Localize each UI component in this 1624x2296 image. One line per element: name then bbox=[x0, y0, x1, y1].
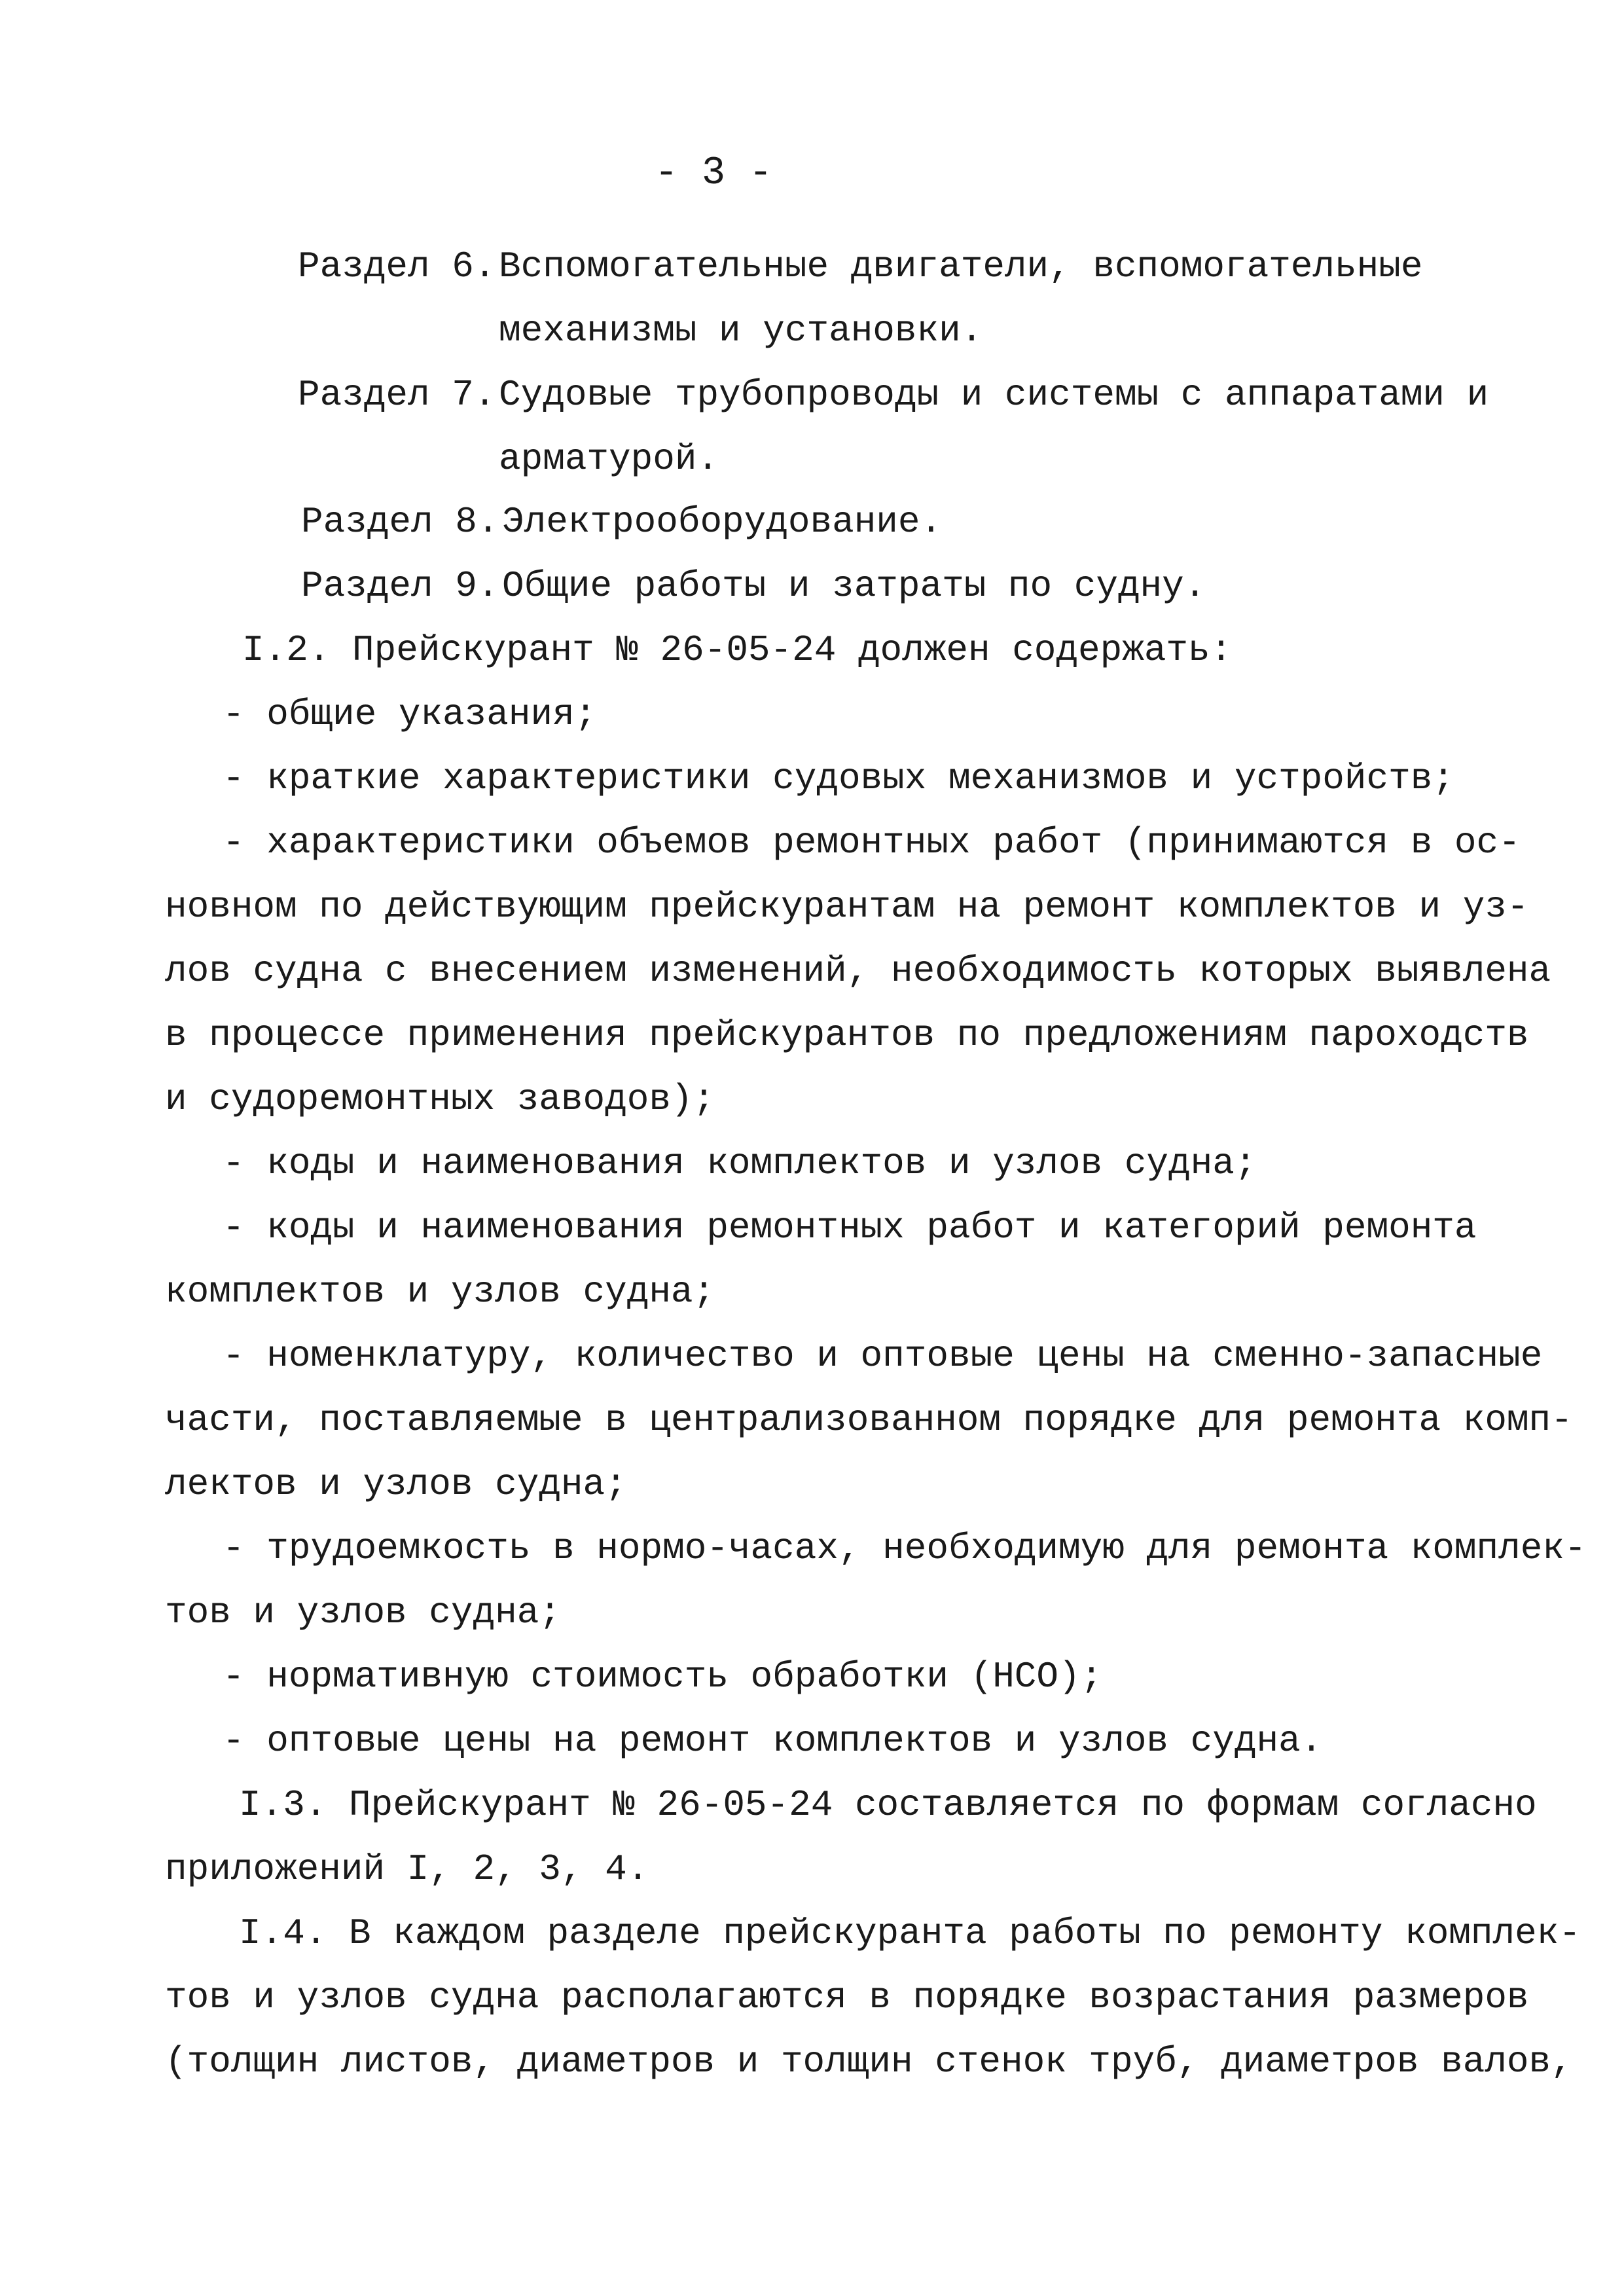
section-8-label: Раздел 8. bbox=[301, 501, 499, 543]
paragraph-line: новном по действующим прейскурантам на ремонт комплектов и уз- bbox=[165, 886, 1529, 928]
paragraph-line: приложений I, 2, 3, 4. bbox=[165, 1848, 649, 1890]
list-item: - оптовые цены на ремонт комплектов и узлов судна. bbox=[223, 1720, 1323, 1762]
paragraph-line: и судоремонтных заводов); bbox=[165, 1078, 715, 1120]
paragraph-line: тов и узлов судна; bbox=[165, 1592, 561, 1633]
section-9-label: Раздел 9. bbox=[301, 565, 499, 607]
clause-1-3: I.3. Прейскурант № 26-05-24 составляется по формам согласно bbox=[239, 1784, 1537, 1826]
list-item: - характеристики объемов ремонтных работ (принимаются в ос- bbox=[223, 822, 1521, 864]
paragraph-line: (толщин листов, диаметров и толщин стенок труб, диаметров валов, bbox=[165, 2041, 1573, 2083]
list-item: - коды и наименования ремонтных работ и категорий ремонта bbox=[223, 1207, 1477, 1248]
section-9-title: Общие работы и затраты по судну. bbox=[502, 565, 1206, 607]
clause-1-2: I.2. Прейскурант № 26-05-24 должен содержать: bbox=[242, 629, 1233, 671]
paragraph-line: в процессе применения прейскурантов по предложениям пароходств bbox=[165, 1014, 1529, 1056]
paragraph-line: лов судна с внесением изменений, необходимость которых выявлена bbox=[165, 950, 1551, 992]
section-8-title: Электрооборудование. bbox=[502, 501, 943, 543]
paragraph-line: лектов и узлов судна; bbox=[165, 1463, 627, 1505]
paragraph-line: тов и узлов судна располагаются в порядке возрастания размеров bbox=[165, 1977, 1529, 2018]
paragraph-line: части, поставляемые в централизованном порядке для ремонта комп- bbox=[165, 1399, 1573, 1441]
list-item: - нормативную стоимость обработки (НСО); bbox=[223, 1656, 1103, 1698]
section-7-label: Раздел 7. bbox=[298, 374, 496, 416]
list-item: - трудоемкость в нормо-часах, необходимую для ремонта комплек- bbox=[223, 1527, 1587, 1569]
section-6-title-cont: механизмы и установки. bbox=[499, 310, 983, 352]
section-6-title: Вспомогательные двигатели, вспомогательные bbox=[499, 246, 1423, 287]
list-item: - коды и наименования комплектов и узлов судна; bbox=[223, 1142, 1257, 1184]
list-item: - краткие характеристики судовых механизмов и устройств; bbox=[223, 757, 1454, 799]
page-number: - 3 - bbox=[655, 151, 773, 196]
list-item: - номенклатуру, количество и оптовые цены на сменно-запасные bbox=[223, 1335, 1543, 1377]
paragraph-line: комплектов и узлов судна; bbox=[165, 1271, 715, 1313]
section-7-title: Судовые трубопроводы и системы с аппаратами и bbox=[499, 374, 1489, 416]
section-7-title-cont: арматурой. bbox=[499, 438, 719, 480]
clause-1-4: I.4. В каждом разделе прейскуранта работы по ремонту комплек- bbox=[239, 1912, 1581, 1954]
section-6-label: Раздел 6. bbox=[298, 246, 496, 287]
list-item: - общие указания; bbox=[223, 693, 597, 735]
